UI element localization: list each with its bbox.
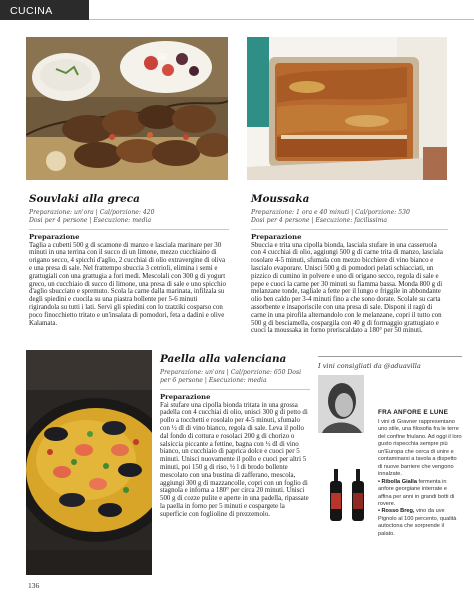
recipe-heading: Preparazione [29,232,80,241]
recipe-title: Souvlaki alla greca [29,193,140,205]
recipe-meta: Preparazione: un'ora | Cal/porzione: 650 Dosi [160,369,302,376]
recipe-heading: Preparazione [160,392,211,401]
recipe-meta: Preparazione: un'ora | Cal/porzione: 420 [29,209,155,216]
recipe-souvlaki [29,193,229,327]
paella-photo [26,350,152,575]
recipe-moussaka [251,193,448,335]
wine-item-name: • Ribolla Gialla [378,478,417,485]
section-tab: CUCINA [0,0,89,20]
section-rule [89,19,474,20]
wine-title: FRA ANFORE E LUNE [378,409,449,416]
page-number: 136 [28,581,40,590]
recipe-meta: Dosi per 4 persone | Esecuzione: media [29,217,152,225]
recipe-text: Tagliа a cubetti 500 g di scamone di manzo e lasciala marinare per 30 minuti in una terrina con il succo di un limone, mezzo cucchiaino di origano secco, 4 spicchi d'aglio, 2 cucchiai di olio extravergine di oliva e una presa di sale. Nel frattempo sbuccia 3 cetrioli, elimina i semi e grattugiali con una grattugia a fori medi. Mescolali con 300 g di yogurt greco, un cucchiaio di succo di limone, una presa di sale e uno spicchio d'aglio sbucciato e spremuto. Scola la carne dalla marinata, infilzala su degli spiedini e cuocila su una piastra bollente per 5-6 minuti rigirandola su tutti i lati. Servi gli spiedini con lo tzatziki cosparso con poco finocchietto tritato e un'insalata di pomodori, feta a dadini e olive Kalamata. [29,241,226,327]
recipe-text: Fai stufare una cipolla bionda tritata in una grossa padella con 4 cucchiai di olio, unisci 300 g di petto di pollo a tocchetti e rosolalo per 4-5 minuti, sfumalo con ½ dl di vino bianco, regola di sale. Leva il pollo dal fondo di cottura e rosolaci 200 g di chorizo o salsiccia piccante a fettine, bagna con ½ dl di vino bianco, un cucchiaio di paprica dolce e cuoci per 5 minuti. Unisci nuovamente il pollo e cuoci per altri 5 minuti, poi 150 g di riso, ½ l di brodo bollente mescolato con una bustina di zafferano, mescola, aggiungi 300 g di mazzancolle, copri con un foglio di stagnola e inforna a 180° per circa 20 minuti. Unisci 500 g di cozze pulite e aperte in una padella, ripassate la paella in forno per 5 minuti e cospargete la superficie con foglioline di prezzemolo. [160,401,309,518]
recipe-heading: Preparazione [251,232,302,241]
wine-sidebar [318,356,462,584]
wine-text [378,419,462,538]
recipe-meta: Dosi per 4 persone | Esecuzione: facilissima [251,217,388,225]
wine-intro: I vini di Gravner rappresentano uno stile, una filosofia fra le terre del confine friulano. Ad oggi il loro gusto rispecchia sempre più un'Europa che cerca di unire e contaminarsi a tavola a dispetto di nuove barriere che vengono innalzate. [378,419,462,478]
recipe-text: Sbuccia e trita una cipolla bionda, lasciala stufare in una casseruola con 4 cucchiai di olio, aggiungi 500 g di carne trita di manzo, lasciala rosolare 4-5 minuti, sfumala con mezzo bicchiere di vino bianco e lascialo evaporare. Unisci 500 g di pomodori pelati schiacciati, un pizzico di cumino in polvere e uno di origano secco, regola di sale e pepe e cuoci la carne per 30 minuti su fiamma bassa. Monda 800 g di melanzane tonde, tagliale a fette per il lungo e friggile in abbondante olio ben caldo per 3-4 minuti fino a che sono dorate. Scolale su carta assorbente e insaporiscile con una presa di sale. Disponi il ragù di carne in una pirofila alternandolo con le melanzane, copri il tutto con 500 g di besciamella, cospargila con 40 g di formaggio grattugiato e cuoci la moussaka in forno preriscaldato a 180° per 50 minuti. [251,241,443,335]
wine-header: I vini consigliati da @aduavilla [318,362,421,370]
wine-item-name: • Rosso Breg, [378,508,415,515]
recipe-title: Paella alla valenciana [160,353,287,365]
divider [160,389,310,390]
recipe-meta: per 6 persone | Esecuzione: media [160,377,267,385]
recipe-title: Moussaka [251,193,310,205]
divider [251,229,448,230]
recipe-paella [160,353,310,519]
wine-item-text: fermenta in anfore georgiane interrate e affina per anni in grandi botti di rovere. [378,478,455,507]
divider [29,229,229,230]
wine-photo [318,375,380,525]
wine-item-text: vino da uve Pignolo al 100 percento, qualità autoctona che sorprende il palato. [378,508,457,537]
souvlaki-photo [26,37,228,180]
moussaka-photo [247,37,447,180]
recipe-meta: Preparazione: 1 ora e 40 minuti | Cal/porzione: 530 [251,209,410,216]
